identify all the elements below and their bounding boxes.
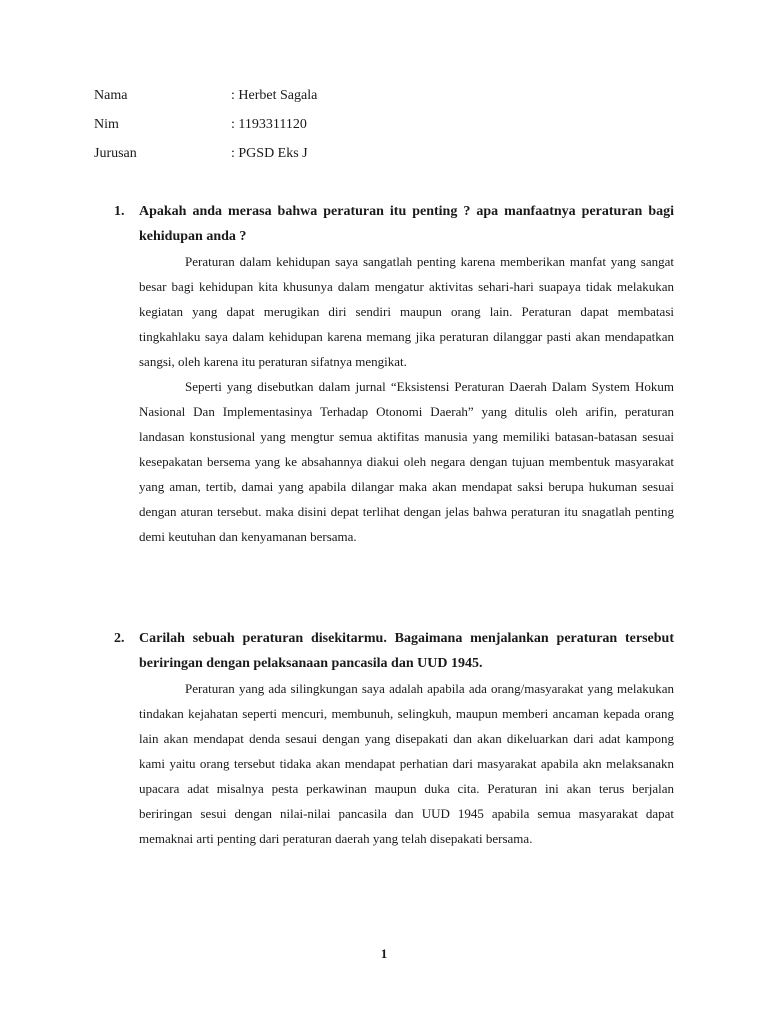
answer-body xyxy=(139,676,674,851)
nim-row xyxy=(94,115,307,135)
name-row xyxy=(94,86,317,106)
name-value: : Herbet Sagala xyxy=(231,88,318,103)
major-label: Jurusan xyxy=(94,146,137,161)
question-title: Carilah sebuah peraturan disekitarmu. Bagaimana menjalankan peraturan tersebut beriringan dengan pelaksanaan pancasila dan UUD 1945. xyxy=(139,631,674,671)
major-value: : PGSD Eks J xyxy=(231,146,308,161)
answer-paragraph: Peraturan yang ada silingkungan saya adalah apabila ada orang/masyarakat yang melakukan tindakan kejahatan seperti mencuri, membunuh, selingkuh, maupun memberi ancaman kepada orang lain akan mendapat denda sesaui dengan yang disepakati dan akan dikeluarkan dari adat kampong kami yaitu orang tersebut tidaka akan mendapat perhatian dari masyarakat apabila akn melaksanakn upacara adat misalnya pesta perkawinan maupun duka cita. Peraturan ini akan terus berjalan beriringan sesui dengan nilai-nilai pancasila dan UUD 1945 apabila semua masyarakat dapat memaknai arti penting dari peraturan daerah yang telah disepakati bersama. xyxy=(139,681,674,846)
question-number: 1. xyxy=(114,204,125,219)
answer-body xyxy=(139,249,674,549)
nim-value: : 1193311120 xyxy=(231,117,307,132)
major-row xyxy=(94,144,308,164)
answer-paragraph: Peraturan dalam kehidupan saya sangatlah penting karena memberikan manfat yang sangat besar bagi kehidupan kita khusunya dalam mengatur aktivitas sehari-hari suapaya tidak melakukan kegiatan yang dapat merugikan diri sendiri maupun orang lain. Peraturan dapat membatasi tingkahlaku saya dalam kehidupan karena memang jika peraturan dilanggar pasti akan mendapatkan sangsi, oleh karena itu peraturan sifatnya mengikat. xyxy=(139,254,674,369)
question-title: Apakah anda merasa bahwa peraturan itu penting ? apa manfaatnya peraturan bagi kehidupan anda ? xyxy=(139,204,674,244)
question-1 xyxy=(114,199,674,549)
page-number: 1 xyxy=(380,946,388,961)
answer-paragraph: Seperti yang disebutkan dalam jurnal “Eksistensi Peraturan Daerah Dalam System Hokum Nasional Dan Implementasinya Terhadap Otonomi Daerah” yang ditulis oleh arifin, peraturan landasan konstusional yang mengtur semua aktifitas manusia yang memiliki batasan-batasan sesuai kesepakatan bersema yang ke absahannya diakui oleh negara dengan tujuan membentuk masyarakat yang aman, tertib, damai yang apabila dilangar maka akan mendapat saksi berupa hukuman sesuai dengan aturan tersebut. maka disini depat terlihat dengan jelas bahwa peraturan itu snagatlah penting demi keutuhan dan kenyamanan bersama. xyxy=(139,379,674,544)
question-number: 2. xyxy=(114,631,125,646)
nim-label: Nim xyxy=(94,117,119,132)
question-2 xyxy=(114,626,674,851)
name-label: Nama xyxy=(94,88,128,103)
